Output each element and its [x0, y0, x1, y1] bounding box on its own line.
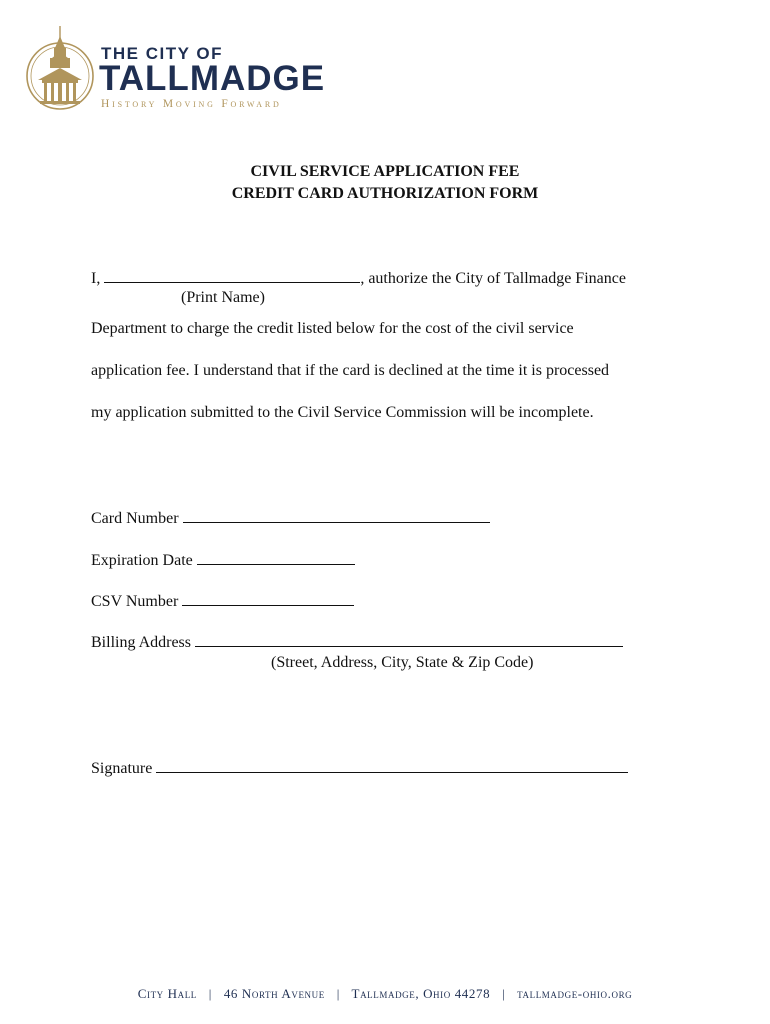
form-title-line2: CREDIT CARD AUTHORIZATION FORM [231, 185, 539, 202]
footer-city-state-zip: Tallmadge, Ohio 44278 [351, 986, 491, 1001]
authorization-suffix: , authorize the City of Tallmadge Finance [360, 270, 626, 287]
expiration-date-field[interactable] [197, 550, 355, 565]
signature-row [91, 758, 628, 778]
card-number-row [91, 508, 490, 528]
footer-separator: | [336, 986, 340, 1001]
csv-number-field[interactable] [182, 591, 354, 606]
authorization-prefix: I, [91, 270, 101, 287]
letterhead-line1: THE CITY OF [101, 44, 223, 63]
signature-label: Signature [91, 760, 153, 777]
print-name-field[interactable] [104, 268, 360, 283]
footer-separator: | [502, 986, 506, 1001]
signature-field[interactable] [156, 758, 628, 773]
form-title-line1: CIVIL SERVICE APPLICATION FEE [250, 163, 520, 180]
card-number-label: Card Number [91, 510, 179, 527]
authorization-line3: application fee. I understand that if the card is declined at the time it is processed [91, 362, 610, 379]
footer-city-hall: City Hall [137, 986, 197, 1001]
card-number-field[interactable] [183, 508, 490, 523]
billing-address-label: Billing Address [91, 634, 192, 651]
authorization-line2: Department to charge the credit listed below for the cost of the civil service [91, 320, 574, 337]
authorization-line4: my application submitted to the Civil Service Commission will be incomplete. [91, 404, 594, 421]
letterhead-city-name: TALLMADGE [99, 59, 326, 98]
print-name-note: (Print Name) [181, 289, 265, 306]
city-seal-logo [24, 24, 96, 114]
footer-street: 46 North Avenue [223, 986, 325, 1001]
footer-website: tallmadge-ohio.org [517, 986, 633, 1001]
expiration-date-row [91, 550, 355, 570]
billing-address-note: (Street, Address, City, State & Zip Code) [271, 654, 534, 671]
billing-address-field[interactable] [195, 632, 623, 647]
footer-address [0, 986, 770, 1002]
footer-separator: | [208, 986, 212, 1001]
csv-number-label: CSV Number [91, 593, 179, 610]
csv-number-row [91, 591, 354, 611]
expiration-date-label: Expiration Date [91, 552, 193, 569]
billing-address-row [91, 632, 623, 652]
letterhead-tagline: History Moving Forward [101, 98, 282, 110]
authorization-first-line [91, 268, 626, 288]
